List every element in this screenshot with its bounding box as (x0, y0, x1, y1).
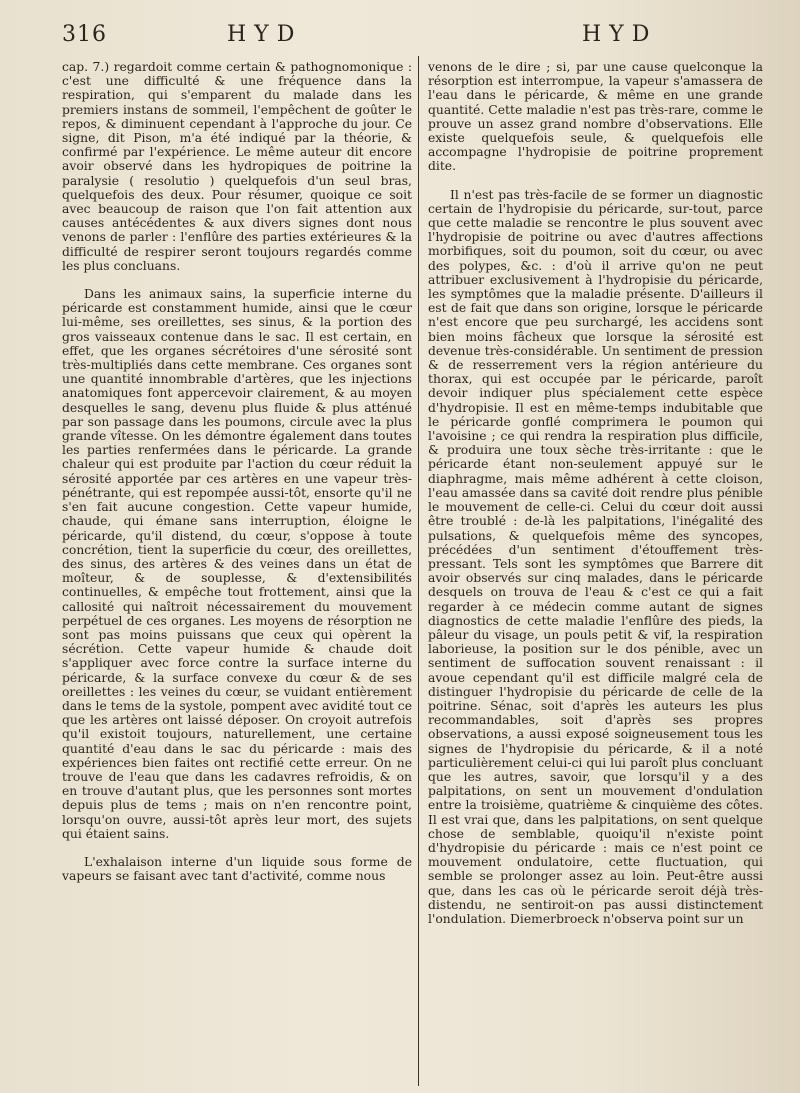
running-head-left: HYD (227, 22, 303, 47)
running-head-right: HYD (582, 22, 658, 47)
right-column (428, 60, 763, 926)
left-column (62, 60, 412, 883)
paragraph: cap. 7.) regardoit comme certain & pathognomonique : c'est une difficulté & une fréquence dans la respiration, qui s'emparent du malade dans les premiers instans de sommeil, l'empêchent de goûter le repos, & diminuent cependant à l'approche du jour. Ce signe, dit Pison, m'a été indiqué par la théorie, & confirmé par l'expérience. Le même auteur dit encore avoir observé dans les hydropiques de poitrine la paralysie ( resolutio ) quelquefois d'un seul bras, quelquefois des deux. Pour résumer, quoique ce soit avec beaucoup de raison que l'on fait attention aux causes antécédentes & aux divers signes dont nous venons de parler : l'enflûre des parties extérieures & la difficulté de respirer seront toujours regardés comme les plus concluans. (62, 60, 412, 273)
paragraph: venons de le dire ; si, par une cause quelconque la résorption est interrompue, la vapeur s'amassera de l'eau dans le péricarde, & même en une grande quantité. Cette maladie n'est pas très-rare, comme le prouve un assez grand nombre d'observations. Elle existe quelquefois seule, & quelquefois elle accompagne l'hydropisie de poitrine proprement dite. (428, 60, 763, 174)
page-header (62, 22, 780, 56)
page-number: 316 (62, 22, 107, 47)
paragraph: Il n'est pas très-facile de se former un diagnostic certain de l'hydropisie du péricarde, sur-tout, parce que cette maladie se rencontre le plus souvent avec l'hydropisie de poitrine ou avec d'autres affections morbifiques, soit du poumon, soit du cœur, ou avec des polypes, &c. : d'où il arrive qu'on ne peut attribuer exclusivement à l'hydropisie du péricarde, les symptômes que la maladie présente. D'ailleurs il est de fait que dans son origine, lorsque le péricarde n'est encore que peu surchargé, les accidens sont bien moins fâcheux que lorsque la sérosité est devenue très-considérable. Un sentiment de pression & de resserrement vers la région antérieure du thorax, qui est occupée par le péricarde, paroît devoir indiquer plus spécialement cette espèce d'hydropisie. Il est en même-temps indubitable que le péricarde gonflé comprimera le poumon qui l'avoisine ; ce qui rendra la respiration plus difficile, & produira une toux sèche très-irritante : que le péricarde étant non-seulement appuyé sur le diaphragme, mais même adhérent à cette cloison, l'eau amassée dans sa cavité doit rendre plus pénible le mouvement de celle-ci. Celui du cœur doit aussi être troublé : de-là les palpitations, l'inégalité des pulsations, & quelquefois même des syncopes, précédées d'un sentiment d'étouffement très-pressant. Tels sont les symptômes que Barrere dit avoir observés sur cinq malades, dans le péricarde desquels on trouva de l'eau & c'est ce qui a fait regarder à ce médecin comme autant de signes diagnostics de cette maladie l'enflûre des pieds, la pâleur du visage, un pouls petit & vif, la respiration laborieuse, la position sur le dos pénible, avec un sentiment de suffocation souvent renaissant : il avoue cependant qu'il est difficile malgré cela de distinguer l'hydropisie du péricarde de celle de la poitrine. Sénac, soit d'après les auteurs les plus recommandables, soit d'après ses propres observations, a aussi exposé soigneusement tous les signes de l'hydropisie du péricarde, & il a noté particulièrement celui-ci qui lui paroît plus concluant que les autres, savoir, que lorsqu'il y a des palpitations, on sent un mouvement d'ondulation entre la troisième, quatrième & cinquième des côtes. Il est vrai que, dans les palpitations, on sent quelque chose de semblable, quoiqu'il n'existe point d'hydropisie du péricarde : mais ce n'est point ce mouvement ondulatoire, cette fluctuation, qui semble se prolonger assez au loin. Peut-être aussi que, dans les cas où le péricarde seroit déjà très-distendu, ne sentiroit-on pas aussi distinctement l'ondulation. Diemerbroeck n'observa point sur un (428, 187, 763, 926)
paragraph: L'exhalaison interne d'un liquide sous forme de vapeurs se faisant avec tant d'activité, comme nous (62, 854, 412, 884)
column-divider (418, 56, 419, 1086)
paragraph: Dans les animaux sains, la superficie interne du péricarde est constamment humide, ainsi que le cœur lui-même, ses oreillettes, ses sinus, & la portion des gros vaisseaux contenue dans le sac. Il est certain, en effet, que les organes sécrétoires d'une sérosité sont très-multipliés dans cette membrane. Ces organes sont une quantité innombrable d'artères, que les injections anatomiques font appercevoir clairement, & au moyen desquelles le sang, devenu plus fluide & plus atténué par son passage dans les poumons, circule avec la plus grande vîtesse. On les démontre également dans toutes les parties renfermées dans le péricarde. La grande chaleur qui est produite par l'action du cœur réduit la sérosité apportée par ces artères en une vapeur très-pénétrante, qui est repompée aussi-tôt, ensorte qu'il ne s'en fait aucune congestion. Cette vapeur humide, chaude, qui émane sans interruption, éloigne le péricarde, qu'il distend, du cœur, s'oppose à toute concrétion, tient la superficie du cœur, des oreillettes, des sinus, des artères & des veines dans un état de moîteur, & de souplesse, & d'extensibilités continuelles, & empêche tout frottement, ainsi que la callosité qui naîtroit nécessairement du mouvement perpétuel de ces organes. Les moyens de résorption ne sont pas moins puissans que ceux qui opèrent la sécrétion. Cette vapeur humide & chaude doit s'appliquer avec force contre la surface interne du péricarde, & la surface convexe du cœur & de ses oreillettes : les veines du cœur, se vuidant entièrement dans le tems de la systole, pompent avec avidité tout ce que les artères ont laissé déposer. On croyoit autrefois qu'il existoit toujours, naturellement, une certaine quantité d'eau dans le sac du péricarde : mais des expériences bien faites ont rectifié cette erreur. On ne trouve de l'eau que dans les cadavres refroidis, & on en trouve d'autant plus, que les personnes sont mortes depuis plus de tems ; mais on n'en rencontre point, lorsqu'on ouvre, aussi-tôt après leur mort, des sujets qui étaient sains. (62, 287, 412, 841)
